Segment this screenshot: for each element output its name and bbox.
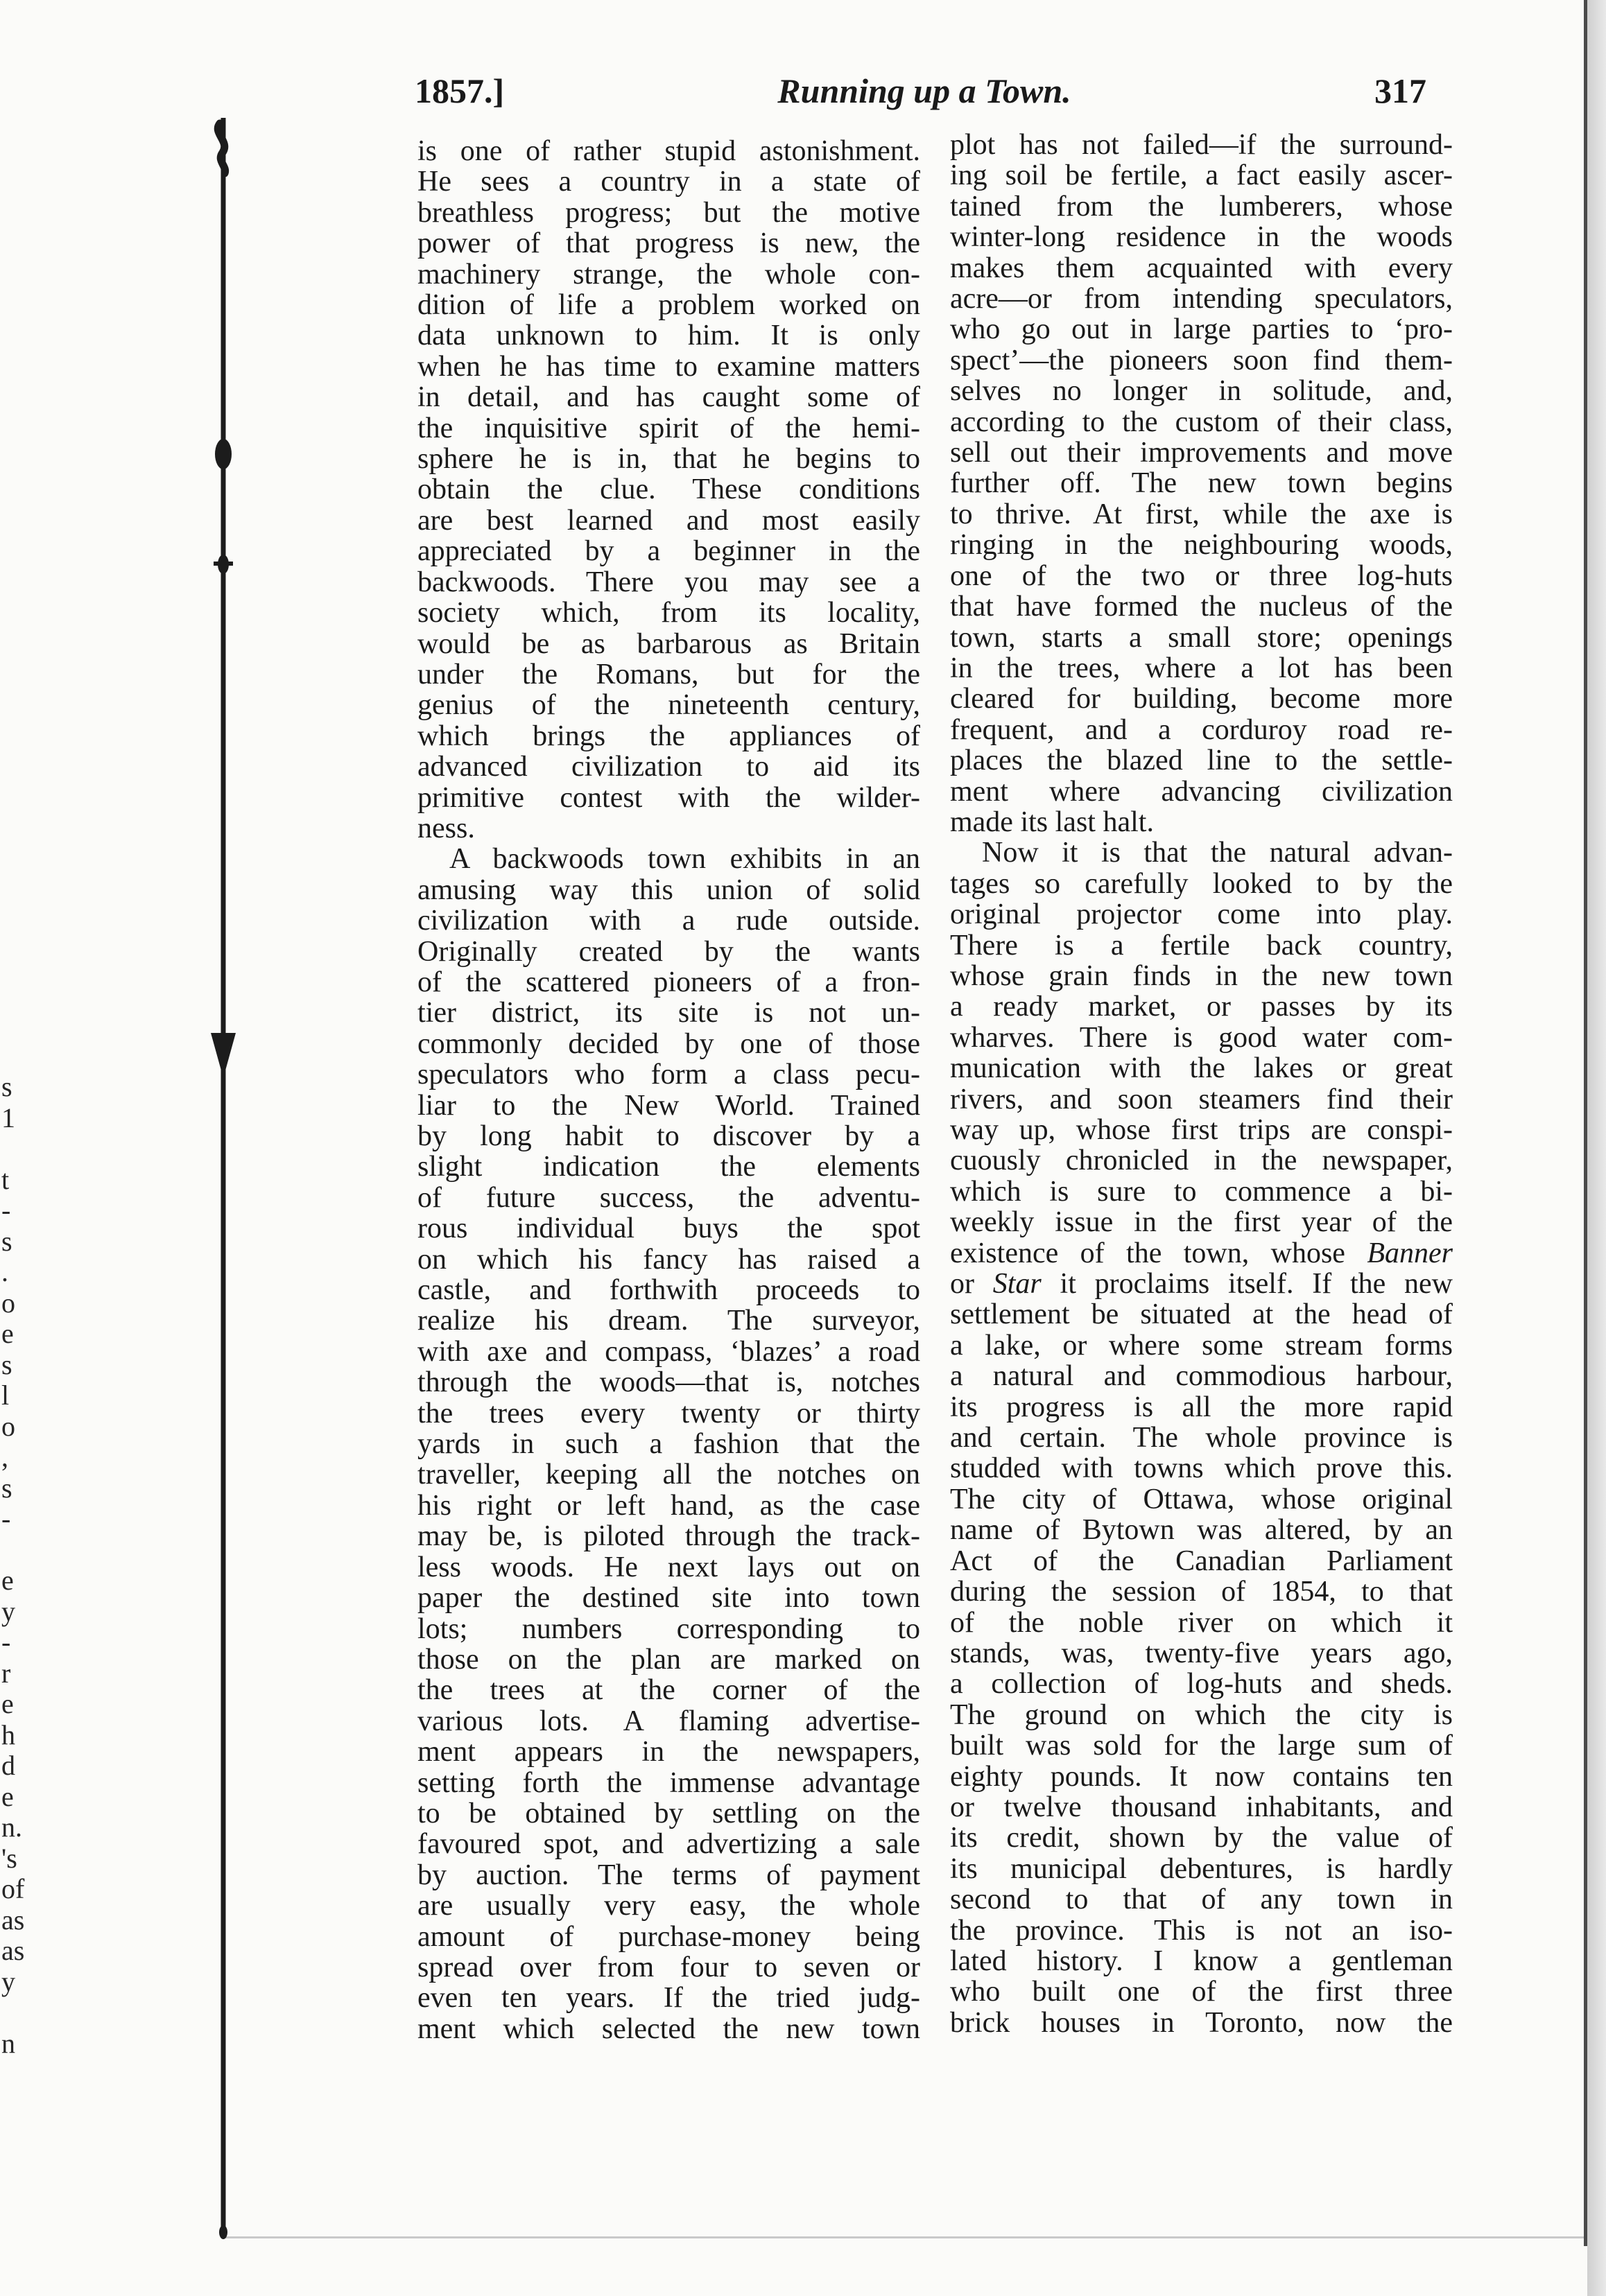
text-line: weekly issue in the first year of the <box>950 1206 1453 1239</box>
text-line: less woods. He next lays out on <box>417 1551 920 1583</box>
text-line: power of that progress is new, the <box>417 227 920 260</box>
text-segment: or <box>950 1268 993 1301</box>
text-line <box>950 1238 1453 1269</box>
text-line: would be as barbarous as Britain <box>417 627 920 660</box>
margin-fragment: y <box>1 1965 15 1997</box>
text-line: paper the destined site into town <box>417 1582 920 1615</box>
paragraph <box>950 837 1453 2038</box>
text-line: are best learned and most easily <box>417 504 920 537</box>
text-line: according to the custom of their class, <box>950 406 1453 438</box>
text-line: its credit, shown by the value of <box>950 1822 1453 1854</box>
margin-fragment: 's <box>1 1842 17 1874</box>
text-line: of the scattered pioneers of a fron- <box>417 966 920 998</box>
text-line: of the noble river on which it <box>950 1606 1453 1639</box>
text-line: sell out their improvements and move <box>950 437 1453 469</box>
margin-fragment: o <box>1 1287 15 1319</box>
text-line: wharves. There is good water com- <box>950 1021 1453 1054</box>
text-line: a natural and commodious harbour, <box>950 1360 1453 1393</box>
text-line: winter-long residence in the woods <box>950 221 1453 254</box>
text-line: eighty pounds. It now contains ten <box>950 1760 1453 1793</box>
text-line <box>950 1269 1453 1299</box>
margin-fragment: - <box>1 1626 11 1658</box>
text-line: second to that of any town in <box>950 1884 1453 1916</box>
margin-fragment: of <box>1 1873 25 1904</box>
margin-fragment: e <box>1 1318 14 1349</box>
text-line: studded with towns which prove this. <box>950 1452 1453 1485</box>
text-line: one of the two or three log-huts <box>950 559 1453 592</box>
text-line: during the session of 1854, to that <box>950 1576 1453 1608</box>
text-line: realize his dream. The surveyor, <box>417 1305 920 1337</box>
text-line: speculators who form a class pecu- <box>417 1059 920 1091</box>
header-year: 1857.] <box>415 71 505 110</box>
text-line: tier district, its site is not un- <box>417 997 920 1029</box>
text-line: castle, and forthwith proceeds to <box>417 1274 920 1307</box>
text-line: A backwoods town exhibits in an <box>449 843 920 876</box>
text-line: under the Romans, but for the <box>417 658 920 690</box>
text-line: his right or left hand, as the case <box>417 1489 920 1522</box>
text-line: a ready market, or passes by its <box>950 991 1453 1023</box>
text-line: ment appears in the newspapers, <box>417 1736 920 1768</box>
text-line: lots; numbers corresponding to <box>417 1612 920 1645</box>
text-line: of future success, the adventu- <box>417 1181 920 1214</box>
facing-page-fragments <box>1 1072 24 2059</box>
margin-fragment: h <box>1 1719 15 1750</box>
text-line: made its last halt. <box>950 806 1154 838</box>
text-line: when he has time to examine matters <box>417 350 920 383</box>
text-line: liar to the New World. Trained <box>417 1089 920 1122</box>
text-line: spect’—the pioneers soon find them- <box>950 344 1453 376</box>
text-line: cuously chronicled in the newspaper, <box>950 1145 1453 1177</box>
text-line: ment which selected the new town <box>417 2012 920 2045</box>
margin-fragment: n <box>1 2027 15 2059</box>
margin-fragment: e <box>1 1565 14 1596</box>
margin-fragment: . <box>1 1256 8 1287</box>
left-text-column <box>417 136 920 2044</box>
margin-fragment <box>1 1133 24 1165</box>
text-line: by auction. The terms of payment <box>417 1859 920 1891</box>
text-line: its progress is all the more rapid <box>950 1391 1453 1423</box>
text-line: settlement be situated at the head of <box>950 1298 1453 1331</box>
text-line: the inquisitive spirit of the hemi- <box>417 412 920 444</box>
margin-fragment: d <box>1 1750 15 1781</box>
margin-fragment: s <box>1 1348 12 1380</box>
text-line: rous individual buys the spot <box>417 1212 920 1245</box>
text-line: cleared for building, become more <box>950 683 1453 715</box>
text-line: data unknown to him. It is only <box>417 320 920 352</box>
text-line: sphere he is in, that he begins to <box>417 443 920 476</box>
text-line: society which, from its locality, <box>417 597 920 629</box>
margin-fragment <box>1 1997 24 2028</box>
text-line: dition of life a problem worked on <box>417 289 920 322</box>
text-line: breathless progress; but the motive <box>417 196 920 229</box>
text-line: various lots. A flaming advertise- <box>417 1705 920 1737</box>
text-line: ing soil be fertile, a fact easily ascer- <box>950 159 1453 192</box>
page-edge-line <box>1584 0 1587 2246</box>
text-line: those on the plan are marked on <box>417 1643 920 1676</box>
text-line: The city of Ottawa, whose original <box>950 1483 1453 1515</box>
text-line: on which his fancy has raised a <box>417 1243 920 1276</box>
text-line: Originally created by the wants <box>417 935 920 968</box>
text-line: a lake, or where some stream forms <box>950 1329 1453 1362</box>
text-line: commonly decided by one of those <box>417 1027 920 1060</box>
text-line: brick houses in Toronto, now the <box>950 2006 1453 2039</box>
text-line: slight indication the elements <box>417 1151 920 1183</box>
text-segment: existence of the town, whose <box>950 1237 1367 1269</box>
text-line: frequent, and a corduroy road re- <box>950 713 1453 746</box>
text-line: is one of rather stupid astonishment. <box>417 135 920 167</box>
text-line: or twelve thousand inhabitants, and <box>950 1791 1453 1823</box>
text-line: setting forth the immense advantage <box>417 1766 920 1799</box>
text-line: spread over from four to seven or <box>417 1951 920 1983</box>
binding-spine-mark <box>201 104 250 2253</box>
text-line: Now it is that the natural advan- <box>982 837 1453 869</box>
text-line: even ten years. If the tried judg- <box>417 1982 920 2015</box>
text-line: original projector come into play. <box>950 898 1453 931</box>
text-line: ment where advancing civilization <box>950 775 1453 808</box>
page-edge-shadow <box>1587 0 1606 2296</box>
paragraph <box>950 130 1453 837</box>
text-line: which is sure to commence a bi- <box>950 1175 1453 1208</box>
text-line: are usually very easy, the whole <box>417 1890 920 1922</box>
text-line: amusing way this union of solid <box>417 873 920 906</box>
italic-text: Star <box>992 1268 1042 1301</box>
margin-fragment: t <box>1 1163 10 1195</box>
text-segment: it proclaims itself. If the new <box>1041 1268 1453 1301</box>
text-line: in detail, and has caught some of <box>417 381 920 414</box>
text-line: There is a fertile back country, <box>950 929 1453 962</box>
text-line: to thrive. At first, while the axe is <box>950 498 1453 530</box>
text-line: stands, was, twenty-five years ago, <box>950 1637 1453 1669</box>
text-line: backwoods. There you may see a <box>417 566 920 598</box>
margin-fragment: s <box>1 1225 12 1257</box>
text-line: town, starts a small store; openings <box>950 621 1453 654</box>
running-title: Running up a Town. <box>777 71 1071 110</box>
text-line: by long habit to discover by a <box>417 1120 920 1152</box>
text-line: civilization with a rude outside. <box>417 905 920 937</box>
paragraph <box>417 136 920 844</box>
margin-fragment: - <box>1 1503 11 1534</box>
text-line: way up, whose first trips are conspi- <box>950 1114 1453 1146</box>
text-line: munication with the lakes or great <box>950 1052 1453 1085</box>
margin-fragment: as <box>1 1935 25 1966</box>
text-line: plot has not failed—if the surround- <box>950 129 1453 161</box>
text-line: a collection of log-huts and sheds. <box>950 1668 1453 1701</box>
margin-fragment: n. <box>1 1811 22 1843</box>
text-line: its municipal debentures, is hardly <box>950 1852 1453 1885</box>
text-line: He sees a country in a state of <box>417 166 920 198</box>
right-text-column <box>950 130 1453 2038</box>
text-line: may be, is piloted through the track- <box>417 1520 920 1553</box>
text-line: lated history. I know a gentleman <box>950 1945 1453 1977</box>
margin-fragment: r <box>1 1657 11 1689</box>
text-line: the province. This is not an iso- <box>950 1914 1453 1947</box>
text-line: makes them acquainted with every <box>950 252 1453 284</box>
text-line: favoured spot, and advertizing a sale <box>417 1828 920 1861</box>
text-line: selves no longer in solitude, and, <box>950 375 1453 408</box>
text-line: which brings the appliances of <box>417 720 920 752</box>
text-line: tages so carefully looked to by the <box>950 867 1453 900</box>
text-line: genius of the nineteenth century, <box>417 689 920 722</box>
text-line: appreciated by a beginner in the <box>417 535 920 568</box>
text-line: the trees at the corner of the <box>417 1674 920 1707</box>
text-line: with axe and compass, ‘blazes’ a road <box>417 1335 920 1368</box>
margin-fragment: as <box>1 1904 25 1936</box>
margin-fragment: - <box>1 1194 11 1226</box>
text-line: further off. The new town begins <box>950 467 1453 500</box>
text-line: machinery strange, the whole con- <box>417 258 920 290</box>
text-line: whose grain finds in the new town <box>950 959 1453 992</box>
text-line: amount of purchase-money being <box>417 1920 920 1953</box>
margin-fragment: y <box>1 1595 15 1627</box>
text-line: who built one of the first three <box>950 1976 1453 2008</box>
text-line: rivers, and soon steamers find their <box>950 1083 1453 1115</box>
paragraph <box>417 844 920 2044</box>
text-line: places the blazed line to the settle- <box>950 745 1453 777</box>
text-line: to be obtained by settling on the <box>417 1797 920 1829</box>
italic-text: Banner <box>1367 1237 1453 1269</box>
margin-fragment: o <box>1 1410 15 1442</box>
margin-fragment: 1 <box>1 1102 15 1133</box>
text-line: built was sold for the large sum of <box>950 1730 1453 1762</box>
margin-fragment <box>1 1535 24 1566</box>
page-number: 317 <box>1374 71 1426 110</box>
text-line: primitive contest with the wilder- <box>417 781 920 814</box>
margin-fragment: s <box>1 1071 12 1102</box>
margin-fragment: l <box>1 1380 10 1411</box>
text-line: through the woods—that is, notches <box>417 1366 920 1399</box>
text-line: traveller, keeping all the notches on <box>417 1459 920 1491</box>
text-line: ness. <box>417 812 475 844</box>
text-line: tained from the lumberers, whose <box>950 190 1453 223</box>
text-line: that have formed the nucleus of the <box>950 591 1453 623</box>
margin-fragment: , <box>1 1441 8 1472</box>
margin-fragment: e <box>1 1688 14 1719</box>
text-line: yards in such a fashion that the <box>417 1428 920 1461</box>
margin-fragment: s <box>1 1472 12 1504</box>
text-line: ringing in the neighbouring woods, <box>950 529 1453 562</box>
text-line: The ground on which the city is <box>950 1698 1453 1731</box>
text-line: obtain the clue. These conditions <box>417 473 920 506</box>
margin-fragment: e <box>1 1780 14 1812</box>
text-line: in the trees, where a lot has been <box>950 652 1453 684</box>
text-line: who go out in large parties to ‘pro- <box>950 313 1453 346</box>
text-line: name of Bytown was altered, by an <box>950 1514 1453 1547</box>
text-line: advanced civilization to aid its <box>417 751 920 783</box>
text-line: acre—or from intending speculators, <box>950 283 1453 315</box>
text-line: Act of the Canadian Parliament <box>950 1545 1453 1577</box>
text-line: the trees every twenty or thirty <box>417 1397 920 1429</box>
page-bottom-edge <box>223 2236 1584 2238</box>
text-line: and certain. The whole province is <box>950 1422 1453 1454</box>
